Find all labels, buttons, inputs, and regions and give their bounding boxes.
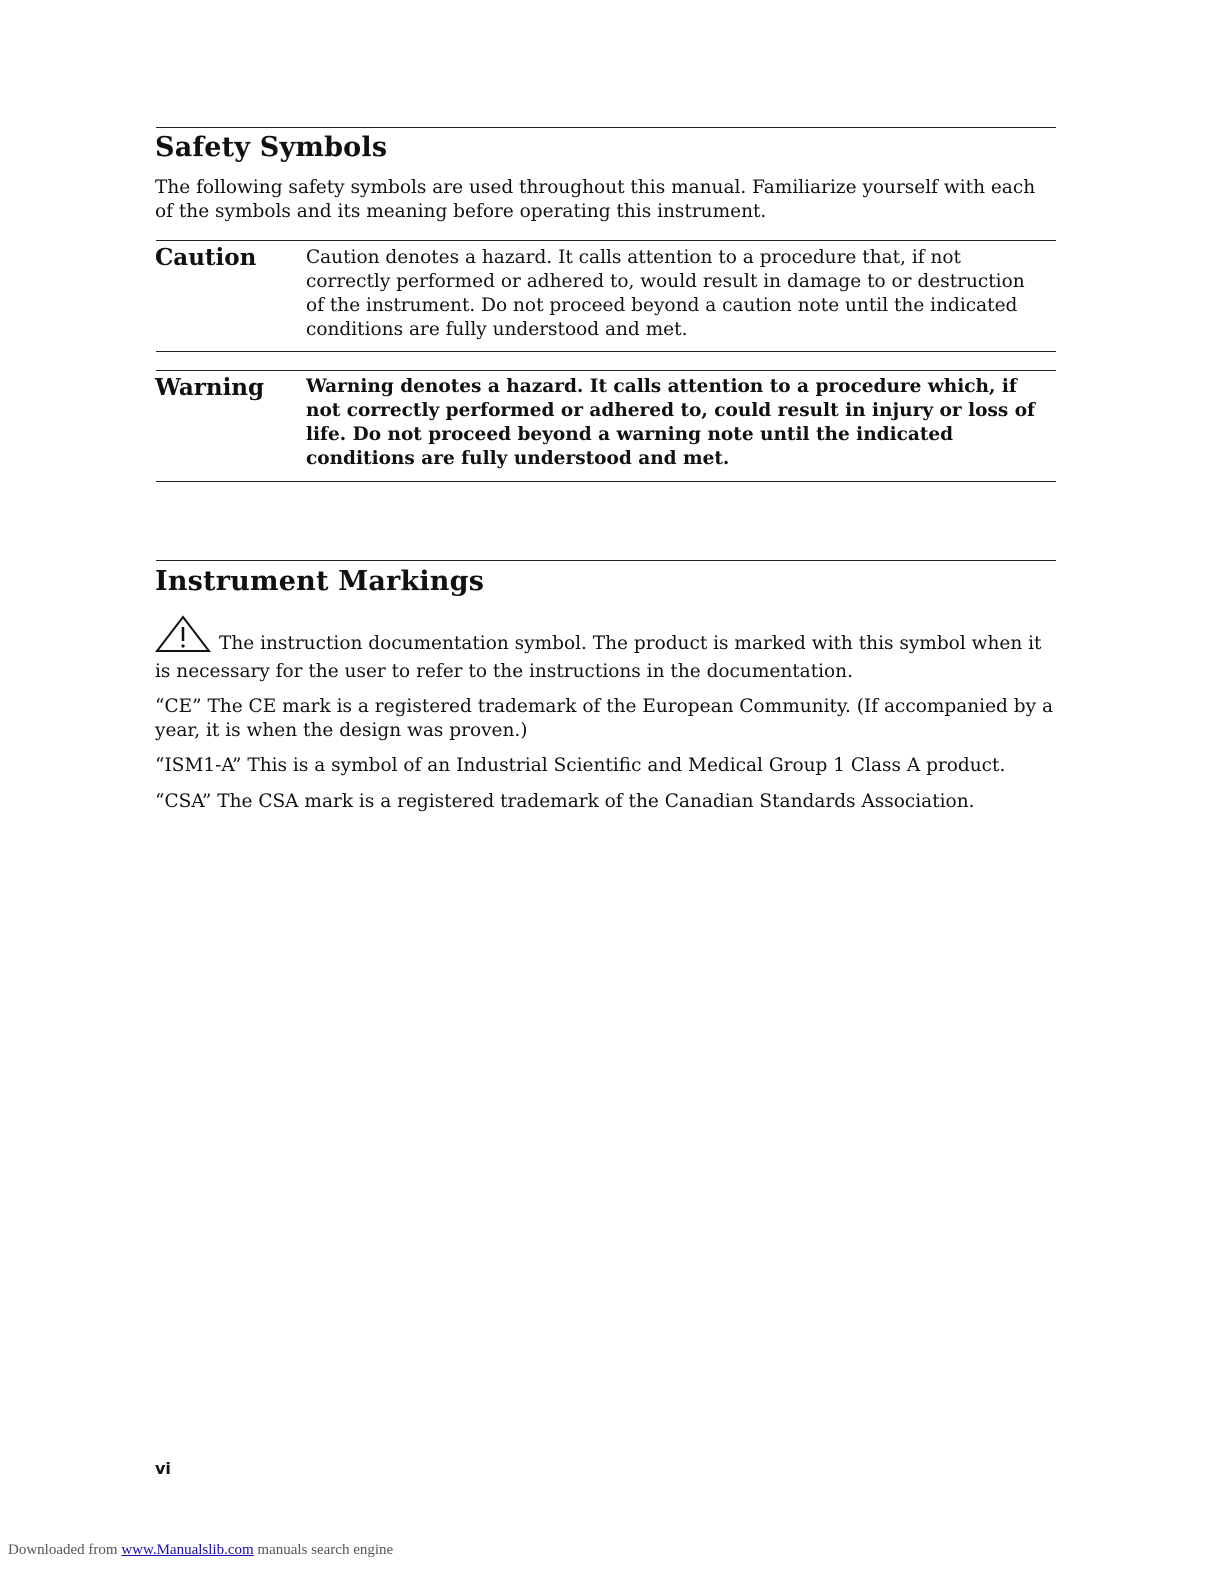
ism-paragraph: “ISM1-A” This is a symbol of an Industrial Scientific and Medical Group 1 Class A product. — [155, 755, 1006, 776]
manualslib-link[interactable]: www.Manualslib.com — [121, 1542, 254, 1558]
footer-suffix: manuals search engine — [257, 1542, 394, 1558]
csa-paragraph: “CSA” The CSA mark is a registered trademark of the Canadian Standards Association. — [155, 791, 975, 812]
caution-label: Caution — [155, 244, 257, 271]
warning-bottom-rule — [156, 481, 1056, 482]
instrument-markings-heading: Instrument Markings — [155, 566, 485, 597]
ce-paragraph: “CE” The CE mark is a registered trademark of the European Community. (If accompanied by a year, it is when the design was proven.) — [155, 696, 1053, 741]
documentation-symbol-paragraph — [155, 615, 1055, 684]
caution-bottom-rule — [156, 351, 1056, 352]
warning-text: Warning denotes a hazard. It calls attention to a procedure which, if not correctly performed or adhered to, could result in injury or loss of life. Do not proceed beyond a warning note until the indicated conditions are fully understood and met. — [306, 376, 1036, 469]
documentation-symbol-text: The instruction documentation symbol. The product is marked with this symbol when it is necessary for the user to refer to the instructions in the documentation. — [155, 633, 1042, 682]
safety-intro: The following safety symbols are used throughout this manual. Familiarize yourself with each of the symbols and its meaning before operating this instrument. — [155, 177, 1036, 222]
warning-label: Warning — [155, 374, 265, 401]
footer — [8, 1542, 393, 1559]
warning-top-rule — [156, 370, 1056, 371]
page-number: vi — [155, 1459, 171, 1478]
caution-top-rule — [156, 240, 1056, 241]
footer-prefix: Downloaded from — [8, 1542, 118, 1558]
markings-top-rule — [156, 560, 1056, 561]
section-top-rule — [156, 127, 1056, 128]
warning-triangle-icon — [155, 615, 211, 660]
caution-text: Caution denotes a hazard. It calls attention to a procedure that, if not correctly performed or adhered to, would result in damage to or destruction of the instrument. Do not proceed beyond a caution note until the indicated conditions are fully understood and met. — [306, 247, 1025, 340]
safety-symbols-heading: Safety Symbols — [155, 132, 388, 163]
